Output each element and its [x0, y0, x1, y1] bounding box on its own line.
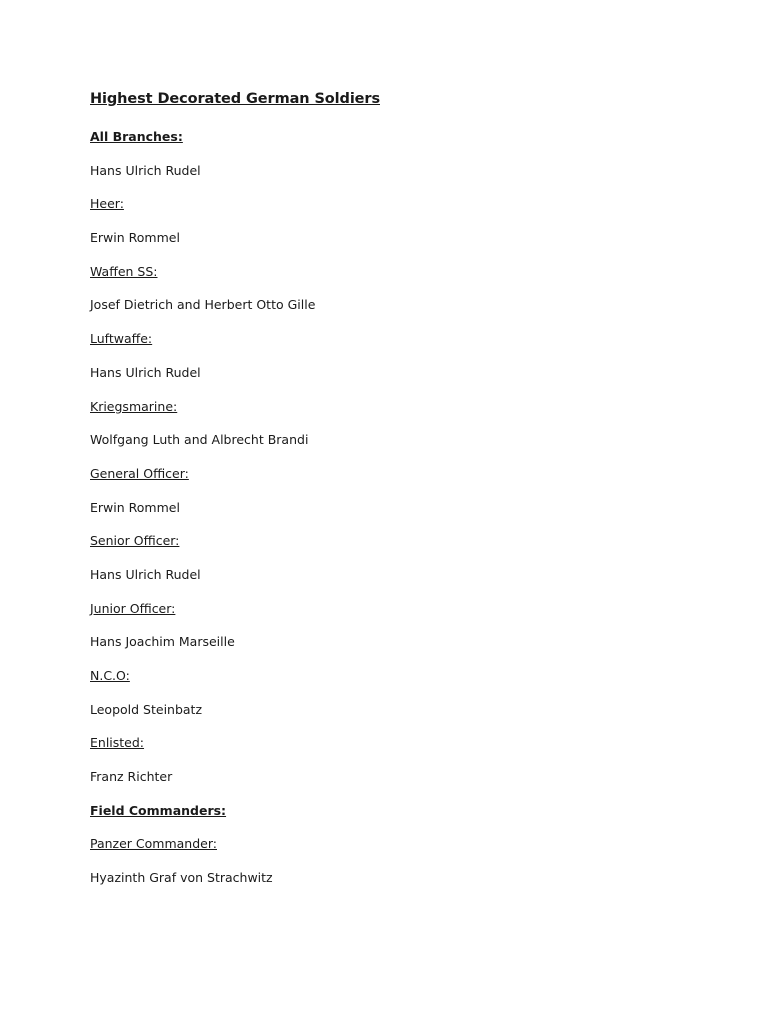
soldier-name: Hans Ulrich Rudel [90, 162, 201, 178]
soldier-name: Franz Richter [90, 769, 173, 785]
document-body [90, 128, 690, 903]
section-heading: Luftwaffe: [90, 331, 153, 347]
section-heading: Junior Officer: [90, 600, 176, 616]
section-heading: Waffen SS: [90, 263, 158, 279]
soldier-name: Erwin Rommel [90, 499, 180, 515]
section-heading: N.C.O: [90, 668, 130, 683]
section-heading: All Branches: [90, 129, 183, 144]
section-heading: Panzer Commander: [90, 836, 217, 852]
soldier-name: Hans Ulrich Rudel [90, 566, 201, 582]
soldier-name: Erwin Rommel [90, 230, 180, 246]
section-heading: Enlisted: [90, 735, 145, 751]
soldier-name: Wolfgang Luth and Albrecht Brandi [90, 432, 309, 448]
soldier-name: Hans Ulrich Rudel [90, 364, 201, 380]
section-heading: General Officer: [90, 465, 189, 481]
soldier-name: Josef Dietrich and Herbert Otto Gille [90, 297, 316, 313]
section-heading: Heer: [90, 196, 124, 212]
document-title: Highest Decorated German Soldiers [90, 91, 380, 107]
soldier-name: Leopold Steinbatz [90, 701, 203, 717]
section-heading: Field Commanders: [90, 802, 227, 818]
section-heading: Senior Officer: [90, 533, 180, 549]
section-heading: Kriegsmarine: [90, 398, 178, 414]
soldier-name: Hans Joachim Marseille [90, 634, 235, 650]
soldier-name: Hyazinth Graf von Strachwitz [90, 870, 273, 886]
